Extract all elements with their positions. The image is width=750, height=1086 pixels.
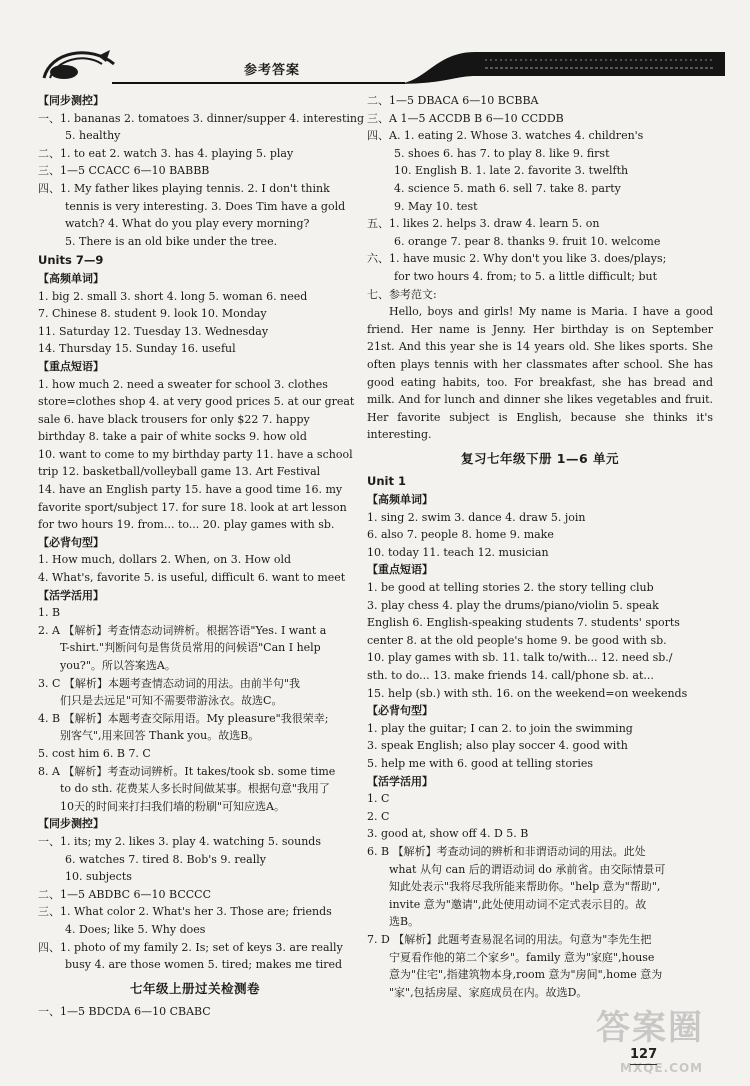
- explanation-line: invite 意为"邀请",此处使用动词不定式表示目的。故: [389, 897, 647, 911]
- section-heading: 【必背句型】: [367, 704, 433, 718]
- answer-line: 六、1. have music 2. Why don't you like 3. does/plays;: [367, 252, 667, 266]
- answer-line: 14. Thursday 15. Sunday 16. useful: [38, 342, 236, 356]
- arc-logo-icon: [40, 42, 118, 82]
- answer-line: 1. play the guitar; I can 2. to join the swimming: [367, 721, 633, 735]
- answer-line-continued: 4. Does; like 5. Why does: [65, 922, 206, 936]
- answer-line: 二、1—5 ABDBC 6—10 BCCCC: [38, 887, 211, 901]
- answer-line-continued: 5. There is an old bike under the tree.: [65, 234, 278, 248]
- answer-line: 1. sing 2. swim 3. dance 4. draw 5. join: [367, 510, 586, 524]
- explanation-line: T-shirt."判断问句是售货员常用的问候语"Can I help: [60, 641, 321, 655]
- answer-line: sale 6. have black trousers for only $22 7. happy: [38, 412, 310, 426]
- answer-line: 14. have an English party 15. have a good time 16. my: [38, 483, 343, 497]
- explanation-line: 宁夏看作他的第二个家乡"。family 意为"家庭",house: [389, 950, 655, 964]
- answer-line: for two hours 19. from... to... 20. play games with sb.: [38, 518, 335, 532]
- answer-line: 3. good at, show off 4. D 5. B: [367, 827, 529, 841]
- answer-line: 1. C: [367, 792, 390, 806]
- answer-line: 1. How much, dollars 2. When, on 3. How old: [38, 553, 292, 567]
- right-column: [367, 92, 713, 1001]
- answer-line-continued: watch? 4. What do you play every morning?: [65, 217, 310, 231]
- answer-line: 1. be good at telling stories 2. the story telling club: [367, 581, 654, 595]
- answer-line: 七、参考范文:: [367, 287, 437, 301]
- section-heading: 【同步测控】: [38, 94, 104, 107]
- answer-line: 6. also 7. people 8. home 9. make: [367, 528, 554, 542]
- answer-line-continued: 6. orange 7. pear 8. thanks 9. fruit 10. welcome: [394, 234, 661, 248]
- watermark-url: MXQE.COM: [620, 1061, 704, 1075]
- section-heading: 【高频单词】: [367, 493, 433, 507]
- answer-line: 三、A 1—5 ACCDB B 6—10 CCDDB: [367, 111, 564, 125]
- answer-line: 三、1—5 CCACC 6—10 BABBB: [38, 164, 210, 178]
- answer-line: 6. B 【解析】考查动词的辨析和非谓语动词的用法。此处: [367, 844, 646, 858]
- answer-line: 二、1—5 DBACA 6—10 BCBBA: [367, 94, 539, 107]
- explanation-line: to do sth. 花费某人多长时间做某事。根据句意"我用了: [60, 782, 330, 796]
- section-heading: 【活学活用】: [367, 774, 433, 788]
- answer-line: 10. want to come to my birthday party 11. have a school: [38, 447, 353, 461]
- answer-line: 五、1. likes 2. helps 3. draw 4. learn 5. on: [367, 217, 600, 231]
- answer-line: 15. help (sb.) with sth. 16. on the weekend=on weekends: [367, 686, 688, 700]
- header-rule: [112, 82, 405, 84]
- answer-line-continued: for two hours 4. from; to 5. a little difficult; but: [394, 269, 657, 283]
- watermark-main: 答案圈: [596, 1008, 704, 1048]
- explanation-line: you?"。所以答案选A。: [60, 659, 176, 672]
- answer-line: 一、1—5 BDCDA 6—10 CBABC: [38, 1005, 211, 1019]
- test-title: 七年级上册过关检测卷: [129, 980, 260, 996]
- answer-line-continued: 10. subjects: [65, 870, 132, 884]
- explanation-line: 意为"住宅",指建筑物本身,room 意为"房间",home 意为: [389, 968, 663, 982]
- answer-line: sth. to do... 13. make friends 14. call/phone sb. at...: [367, 669, 654, 682]
- answer-line: store=clothes shop 4. at very good prices 5. at our great: [38, 395, 355, 409]
- answer-line-continued: busy 4. are those women 5. tired; makes me tired: [65, 958, 343, 972]
- left-column: [38, 92, 365, 1021]
- answer-line: 1. B: [38, 606, 61, 620]
- answer-line-continued: 5. healthy: [65, 129, 121, 143]
- answer-line: 3. speak English; also play soccer 4. good with: [367, 739, 628, 753]
- answer-line-continued: 4. science 5. math 6. sell 7. take 8. party: [394, 181, 621, 195]
- answer-line-continued: 6. watches 7. tired 8. Bob's 9. really: [65, 852, 266, 866]
- answer-line: 三、1. What color 2. What's her 3. Those are; friends: [38, 905, 332, 919]
- answer-line: center 8. at the old people's home 9. be good with sb.: [367, 633, 667, 647]
- answer-line: 二、1. to eat 2. watch 3. has 4. playing 5. play: [38, 146, 294, 160]
- explanation-line: 别客气",用来回答 Thank you。故选B。: [60, 729, 260, 743]
- explanation-line: 们只是去远足"可知不需要带游泳衣。故选C。: [60, 694, 283, 708]
- answer-line: 四、1. My father likes playing tennis. 2. I don't think: [38, 181, 330, 195]
- answer-line: 4. B 【解析】本题考查交际用语。My pleasure"我很荣幸;: [38, 711, 329, 725]
- answer-line: 3. play chess 4. play the drums/piano/violin 5. speak: [367, 598, 659, 612]
- answer-line-continued: 10. English B. 1. late 2. favorite 3. twelfth: [394, 164, 629, 178]
- watermark-logo: [596, 1008, 746, 1080]
- answer-line: 11. Saturday 12. Tuesday 13. Wednesday: [38, 324, 269, 338]
- answer-line: 10. today 11. teach 12. musician: [367, 545, 549, 559]
- explanation-line: 选B。: [389, 915, 420, 929]
- header-banner-decoration: [395, 48, 725, 88]
- answer-line: 四、A. 1. eating 2. Whose 3. watches 4. children's: [367, 129, 644, 143]
- section-heading: 【必背句型】: [38, 535, 104, 549]
- section-heading: 【重点短语】: [367, 563, 433, 577]
- answer-line: 7. Chinese 8. student 9. look 10. Monday: [38, 307, 267, 321]
- section-heading: 【高频单词】: [38, 271, 104, 285]
- answer-line: 10. play games with sb. 11. talk to/with... 12. need sb./: [367, 651, 673, 665]
- explanation-line: 10天的时间来打扫我们墙的粉刷"可知应选A。: [60, 799, 285, 813]
- page-title: 参考答案: [243, 63, 300, 78]
- explanation-line: 知此处表示"我将尽我所能来帮助你。"help 意为"帮助",: [389, 880, 661, 894]
- section-heading: 【重点短语】: [38, 359, 104, 373]
- answer-line: 5. cost him 6. B 7. C: [38, 746, 151, 760]
- answer-line: 7. D 【解析】此题考查易混名词的用法。句意为"李先生把: [367, 932, 652, 946]
- answer-line-continued: tennis is very interesting. 3. Does Tim have a gold: [65, 199, 346, 213]
- section-heading: 【同步测控】: [38, 817, 104, 831]
- explanation-line: "家",包括房屋、家庭成员在内。故选D。: [389, 985, 588, 999]
- answer-line: 一、1. its; my 2. likes 3. play 4. watching 5. sounds: [38, 834, 321, 848]
- answer-line: 2. C: [367, 809, 390, 823]
- answer-line: 3. C 【解析】本题考查情态动词的用法。由前半句"我: [38, 676, 300, 690]
- answer-line: birthday 8. take a pair of white socks 9. how old: [38, 430, 307, 444]
- answer-line: favorite sport/subject 17. for sure 18. look at art lesson: [38, 500, 347, 514]
- answer-line: 2. A 【解析】考查情态动词辨析。根据答语"Yes. I want a: [38, 623, 327, 637]
- unit-heading: Unit 1: [367, 474, 406, 489]
- page-header: [0, 0, 750, 92]
- section-heading: 【活学活用】: [38, 588, 104, 602]
- page-number: 127: [630, 1046, 657, 1065]
- answer-line: 5. help me with 6. good at telling stories: [367, 756, 594, 770]
- test-title: 复习七年级下册 1—6 单元: [460, 450, 620, 466]
- model-essay: Hello, boys and girls! My name is Maria. I have a good friend. Her name is Jenny. Her birthday is on September 21st. And this year she is 14 years old. She likes sports. She often plays tennis with her classmates after school. She has good eating habits, too. For breakfast, she has bread and milk. And for lunch and dinner she likes vegetables and fruit. Her favorite subject is English, because she thinks it's interesting.: [367, 305, 713, 442]
- answer-line-continued: 5. shoes 6. has 7. to play 8. like 9. first: [394, 146, 610, 160]
- answer-line: 一、1. bananas 2. tomatoes 3. dinner/supper 4. interesting: [38, 111, 365, 125]
- answer-line: 4. What's, favorite 5. is useful, difficult 6. want to meet: [38, 571, 346, 585]
- answer-line-continued: 9. May 10. test: [394, 199, 478, 213]
- answer-line: trip 12. basketball/volleyball game 13. Art Festival: [38, 465, 321, 479]
- answer-line: 8. A 【解析】考查动词辨析。It takes/took sb. some time: [38, 764, 336, 778]
- answer-line: English 6. English-speaking students 7. students' sports: [367, 616, 680, 630]
- answer-line: 1. big 2. small 3. short 4. long 5. woman 6. need: [38, 289, 308, 303]
- explanation-line: what 从句 can 后的谓语动词 do 承前省。由交际情景可: [389, 862, 666, 876]
- answer-line: 1. how much 2. need a sweater for school 3. clothes: [38, 377, 328, 391]
- unit-heading: Units 7—9: [38, 253, 104, 268]
- answer-line: 四、1. photo of my family 2. Is; set of keys 3. are really: [38, 940, 343, 954]
